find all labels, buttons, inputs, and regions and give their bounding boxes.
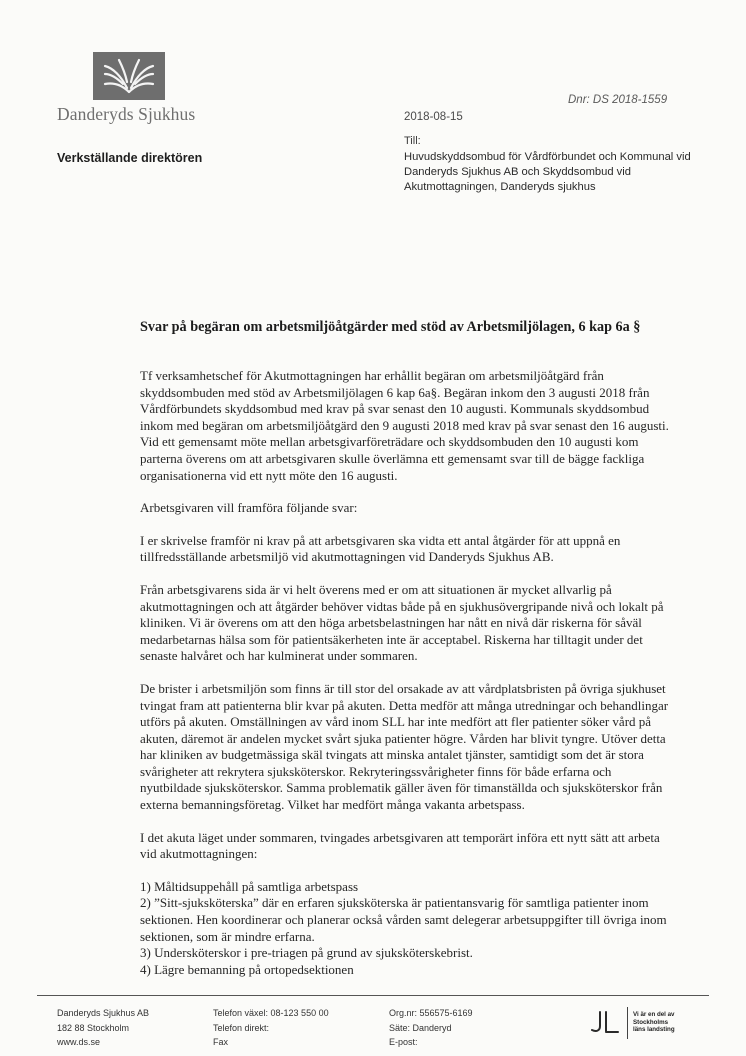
letter-body (140, 368, 670, 978)
letter-subject: Svar på begäran om arbetsmiljöåtgärder med stöd av Arbetsmiljölagen, 6 kap 6a § (140, 319, 641, 335)
sll-text (633, 1011, 713, 1034)
list-item: 2) ”Sitt-sjuksköterska” där en erfaren sjuksköterska är patientansvarig för samtliga patienter inom sektionen. Hen koordinerar och planerar också vården samt delegerar arbetsuppgifter till övriga inom sektionen, som är mindre erfarna. (140, 895, 667, 944)
sll-line: Vi är en del av (633, 1011, 675, 1018)
paragraph: I det akuta läget under sommaren, tvingades arbetsgivaren att temporärt införa ett nytt sätt att arbeta vid akutmottagningen: (140, 829, 660, 862)
footer-divider (37, 995, 709, 996)
sll-divider (627, 1007, 628, 1039)
footer-line: Telefon växel: 08-123 550 00 (213, 1008, 329, 1018)
paragraph: Från arbetsgivarens sida är vi helt överens med er om att situationen är mycket allvarlig på akutmottagningen och att åtgärder behöver vidtas både på en sjukhusövergripande nivå och lokalt på kliniken. Vi är överens om att den höga arbetsbelastningen har nått en nivå där riskerna för såväl medarbetarnas hälsa som för patientsäkerheten inte är acceptabel. Riskerna har tilltagit under det senaste halvåret och har kulminerat under sommaren. (140, 581, 664, 664)
sll-line: läns landsting (633, 1026, 675, 1033)
footer-line: Telefon direkt: (213, 1022, 270, 1033)
list-item: 3) Undersköterskor i pre-triagen på grund av sjuksköterskebrist. (140, 945, 473, 961)
recipients: Huvudskyddsombud för Vårdförbundet och Kommunal vid Danderyds Sjukhus AB och Skyddsombud vid Akutmottagningen, Danderyds sjukhus (404, 151, 691, 194)
footer-line: Säte: Danderyd (389, 1022, 452, 1033)
list-item: 1) Måltidsuppehåll på samtliga arbetspass (140, 878, 359, 894)
footer-phone (213, 1006, 329, 1050)
list-item: 4) Lägre bemanning på ortopedsektionen (140, 961, 354, 977)
logo-text: Danderyds Sjukhus (57, 104, 196, 124)
paragraph: Arbetsgivaren vill framföra följande svar: (140, 500, 358, 516)
footer-line: www.ds.se (57, 1037, 101, 1047)
footer-line: Fax (213, 1037, 229, 1047)
letter-date: 2018-08-15 (404, 111, 463, 123)
footer-line: E-post: (389, 1037, 418, 1047)
paragraph: Tf verksamhetschef för Akutmottagningen har erhållit begäran om arbetsmiljöåtgärd från skyddsombuden med stöd av Arbetsmiljölagen 6 kap 6a§. Begäran inkom den 3 augusti 2018 från Vårdförbundets skyddsombud med krav på svar senast den 10 augusti. Kommunals skyddsombud inkom med begäran om arbetsmiljöåtgärd den 9 augusti 2018 med krav på svar senast den 16 augusti. Vid ett gemensamt möte mellan arbetsgivarföreträdare och skyddsombuden den 10 augusti kom parterna överens om att arbetsgivaren skulle överlämna ett gemensamt svar till de bägge fackliga organisationerna vid ett nytt möte den 16 augusti. (140, 368, 669, 483)
footer-line: 182 88 Stockholm (57, 1022, 130, 1033)
footer-line: Danderyds Sjukhus AB (57, 1008, 150, 1018)
sll-logo-icon (590, 1010, 620, 1036)
reference-number: Dnr: DS 2018-1559 (568, 94, 668, 106)
paragraph: I er skrivelse framför ni krav på att arbetsgivaren ska vidta ett antal åtgärder för att uppnå en tillfredsställande arbetsmiljö vid akutmottagningen vid Danderyds Sjukhus AB. (140, 532, 621, 565)
to-label: Till: (404, 135, 421, 147)
footer-address (57, 1006, 149, 1050)
measures-list (140, 879, 670, 979)
sender-department: Verkställande direktören (57, 151, 203, 165)
footer-org (389, 1006, 473, 1050)
footer-line: Org.nr: 556575-6169 (389, 1008, 473, 1018)
sll-line: Stockholms (633, 1018, 669, 1026)
paragraph: De brister i arbetsmiljön som finns är till stor del orsakade av att vårdplatsbristen på övriga sjukhuset tvingat fram att patienterna blir kvar på akuten. Detta medför att många utredningar och behandlingar utförs på akuten. Omställningen av vård inom SLL har inte medfört att fler patienter söker vård på akuten, däremot är andelen mycket svårt sjuka patienter högre. Vården har blivit tyngre. Utöver detta har kliniken av budgetmässiga skäl tvingats att minska antalet tjänster, samtidigt som det är stora svårigheter att rekrytera sjuksköterskor. Rekryteringssvårigheter finns för både erfarna och nyutbildade sjuksköterskor. Samma problematik gäller även för timanställda och sjuksköterskor från externa bemanningsföretag. Vilket har medfört många vakanta arbetspass. (140, 680, 669, 813)
hands-logo-icon (93, 52, 165, 100)
